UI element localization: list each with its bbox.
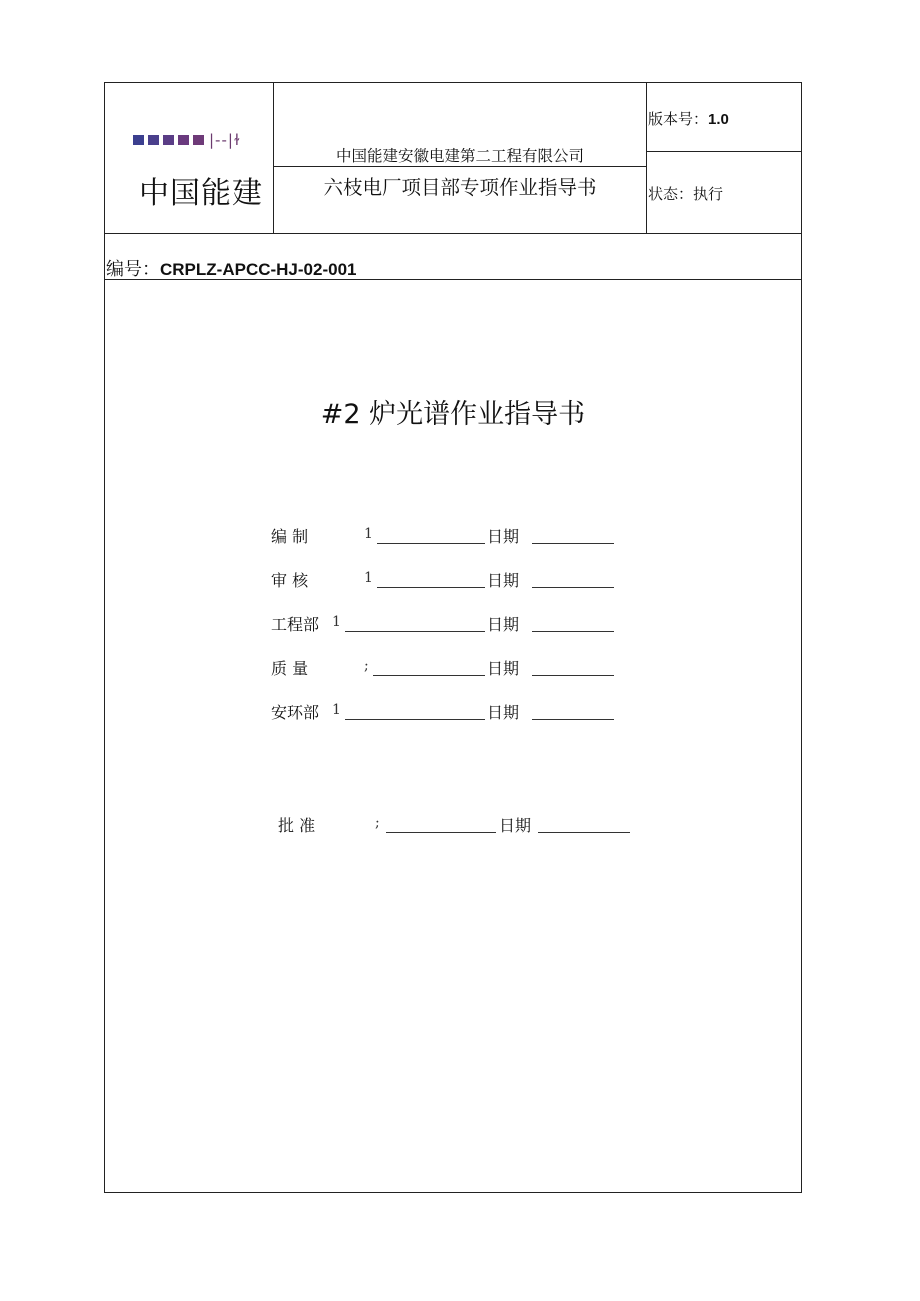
document-code — [106, 255, 356, 281]
signature-label: 安环部 — [271, 703, 320, 722]
version-label: 版本号： — [648, 110, 709, 128]
signature-line — [373, 675, 485, 676]
date-line — [532, 631, 614, 632]
version-divider — [646, 151, 802, 152]
logo-square-icon — [178, 135, 189, 145]
date-label: 日期 — [487, 527, 520, 546]
version-field — [648, 108, 729, 129]
version-value: 1.0 — [708, 111, 729, 128]
project-title: 六枝电厂项目部专项作业指导书 — [323, 176, 597, 199]
date-line — [532, 719, 614, 720]
signature-line — [377, 587, 485, 588]
signature-line — [377, 543, 485, 544]
approve-separator: ; — [375, 815, 380, 831]
signature-label: 编 制 — [271, 527, 309, 546]
signature-separator: 1 — [364, 526, 373, 542]
approve-date-label: 日期 — [499, 816, 532, 835]
company-logo-name: 中国能建 — [139, 176, 263, 211]
signature-separator: 1 — [364, 570, 373, 586]
date-label: 日期 — [487, 659, 520, 678]
header-bottom-rule — [104, 233, 802, 234]
date-line — [532, 587, 614, 588]
signature-line — [345, 719, 485, 720]
logo-square-icon — [148, 135, 159, 145]
date-label: 日期 — [487, 571, 520, 590]
signature-label: 审 核 — [271, 571, 309, 590]
document-code-value: CRPLZ-APCC-HJ-02-001 — [160, 260, 357, 279]
approve-line — [386, 832, 496, 833]
logo-square-icon — [133, 135, 144, 145]
status-label: 状态： — [648, 185, 694, 203]
status-value: 执行 — [693, 185, 724, 203]
date-line — [532, 543, 614, 544]
signature-separator: 1 — [332, 702, 341, 718]
date-line — [532, 675, 614, 676]
date-label: 日期 — [487, 615, 520, 634]
document-title: #2 炉光谱作业指导书 — [320, 399, 586, 430]
signature-separator: 1 — [332, 614, 341, 630]
document-code-label: 编号： — [106, 259, 160, 280]
document-frame — [104, 82, 802, 1193]
approve-label: 批 准 — [278, 816, 316, 835]
header-divider-2 — [646, 82, 647, 233]
date-label: 日期 — [487, 703, 520, 722]
signature-separator: ; — [364, 658, 369, 674]
logo-square-icon — [163, 135, 174, 145]
status-field — [648, 183, 723, 204]
signature-label: 工程部 — [271, 615, 320, 634]
company-name: 中国能建安徽电建第二工程有限公司 — [335, 147, 584, 165]
signature-line — [345, 631, 485, 632]
logo-bars: |--|ɫ — [209, 131, 241, 149]
header-title-divider — [273, 166, 646, 167]
approve-date-line — [538, 832, 630, 833]
company-logo-mark — [133, 131, 241, 149]
signature-label: 质 量 — [271, 659, 309, 678]
logo-square-icon — [193, 135, 204, 145]
